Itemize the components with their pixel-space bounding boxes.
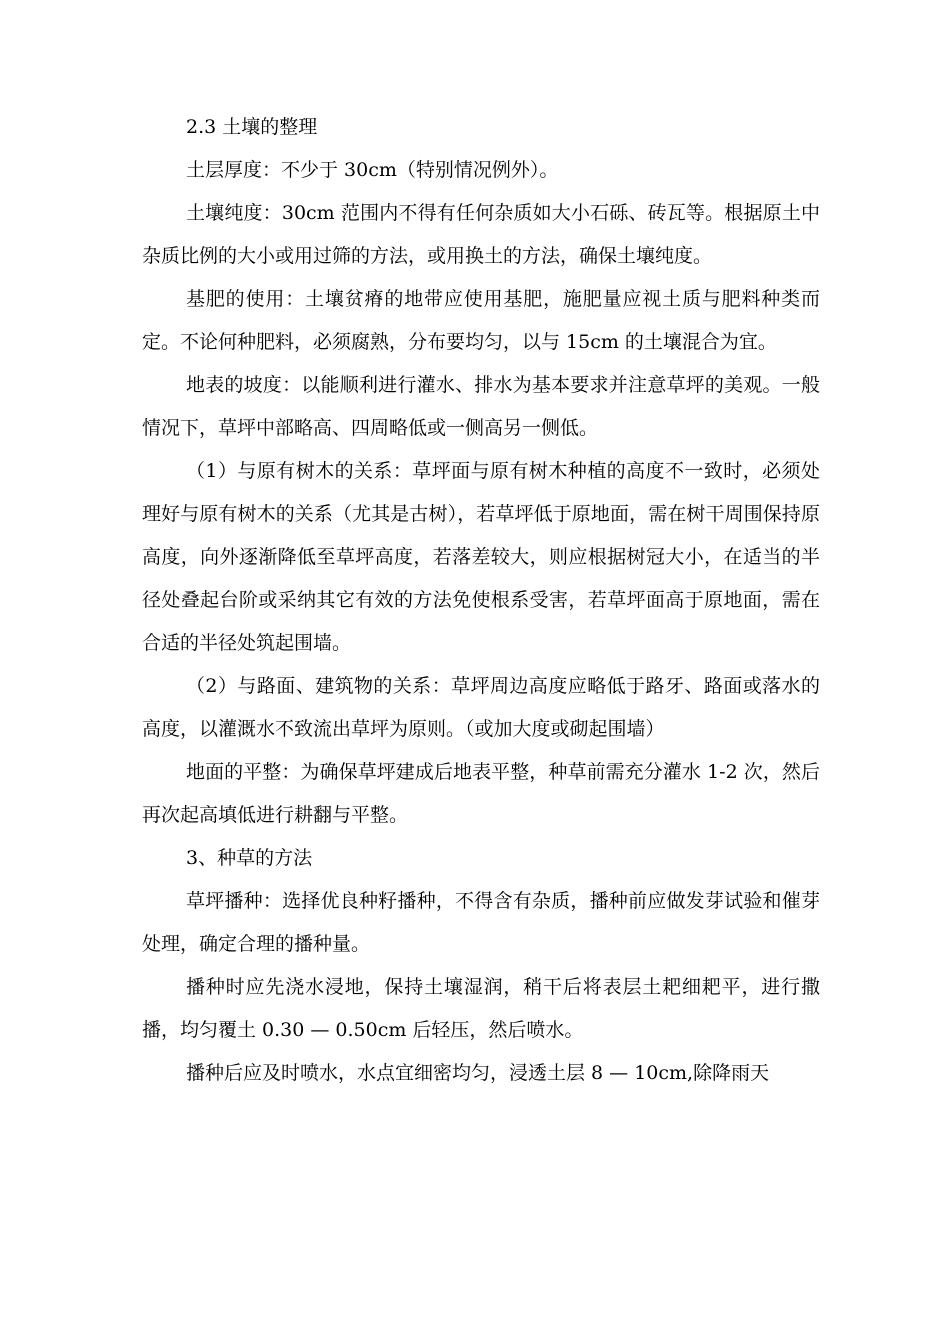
paragraph-surface-slope: 地表的坡度：以能顺利进行灌水、排水为基本要求并注意草坪的美观。一般情况下，草坪中部略高、四周略低或一侧高另一侧低。 [142,374,820,439]
section-heading-2: 3、种草的方法 [186,847,313,869]
paragraph-lawn-seeding: 草坪播种：选择优良种籽播种，不得含有杂质，播种前应做发芽试验和催芽处理，确定合理的播种量。 [142,890,820,955]
paragraph-ground-leveling: 地面的平整：为确保草坪建成后地表平整，种草前需充分灌水 1-2 次，然后再次起高填低进行耕翻与平整。 [142,761,820,826]
paragraph-soil-depth: 土层厚度：不少于 30cm（特别情况例外）。 [186,159,559,181]
paragraph-base-fertilizer: 基肥的使用：土壤贫瘠的地带应使用基肥，施肥量应视土质与肥料种类而定。不论何种肥料，必须腐熟，分布要均匀，以与 15cm 的土壤混合为宜。 [142,288,820,353]
paragraph-seeding-process: 播种时应先浇水浸地，保持土壤湿润，稍干后将表层土耙细耙平，进行撒播，均匀覆土 0.30 — 0.50cm 后轻压，然后喷水。 [142,976,820,1041]
paragraph-after-seeding: 播种后应及时喷水，水点宜细密均匀，浸透土层 8 — 10cm,除降雨天 [186,1062,770,1084]
section-heading: 2.3 土壤的整理 [186,116,318,138]
paragraph-roads-buildings: （2）与路面、建筑物的关系：草坪周边高度应略低于路牙、路面或落水的高度，以灌溉水不致流出草坪为原则。（或加大度或砌起围墙） [142,675,820,740]
document-body [142,106,820,1095]
paragraph-existing-trees: （1）与原有树木的关系：草坪面与原有树木种植的高度不一致时，必须处理好与原有树木的关系（尤其是古树），若草坪低于原地面，需在树干周围保持原高度，向外逐渐降低至草坪高度，若落差较大，则应根据树冠大小，在适当的半径处叠起台阶或采纳其它有效的方法免使根系受害，若草坪面高于原地面，需在合适的半径处筑起围墙。 [142,460,820,654]
paragraph-soil-purity: 土壤纯度：30cm 范围内不得有任何杂质如大小石砾、砖瓦等。根据原土中杂质比例的大小或用过筛的方法，或用换土的方法，确保土壤纯度。 [142,202,820,267]
